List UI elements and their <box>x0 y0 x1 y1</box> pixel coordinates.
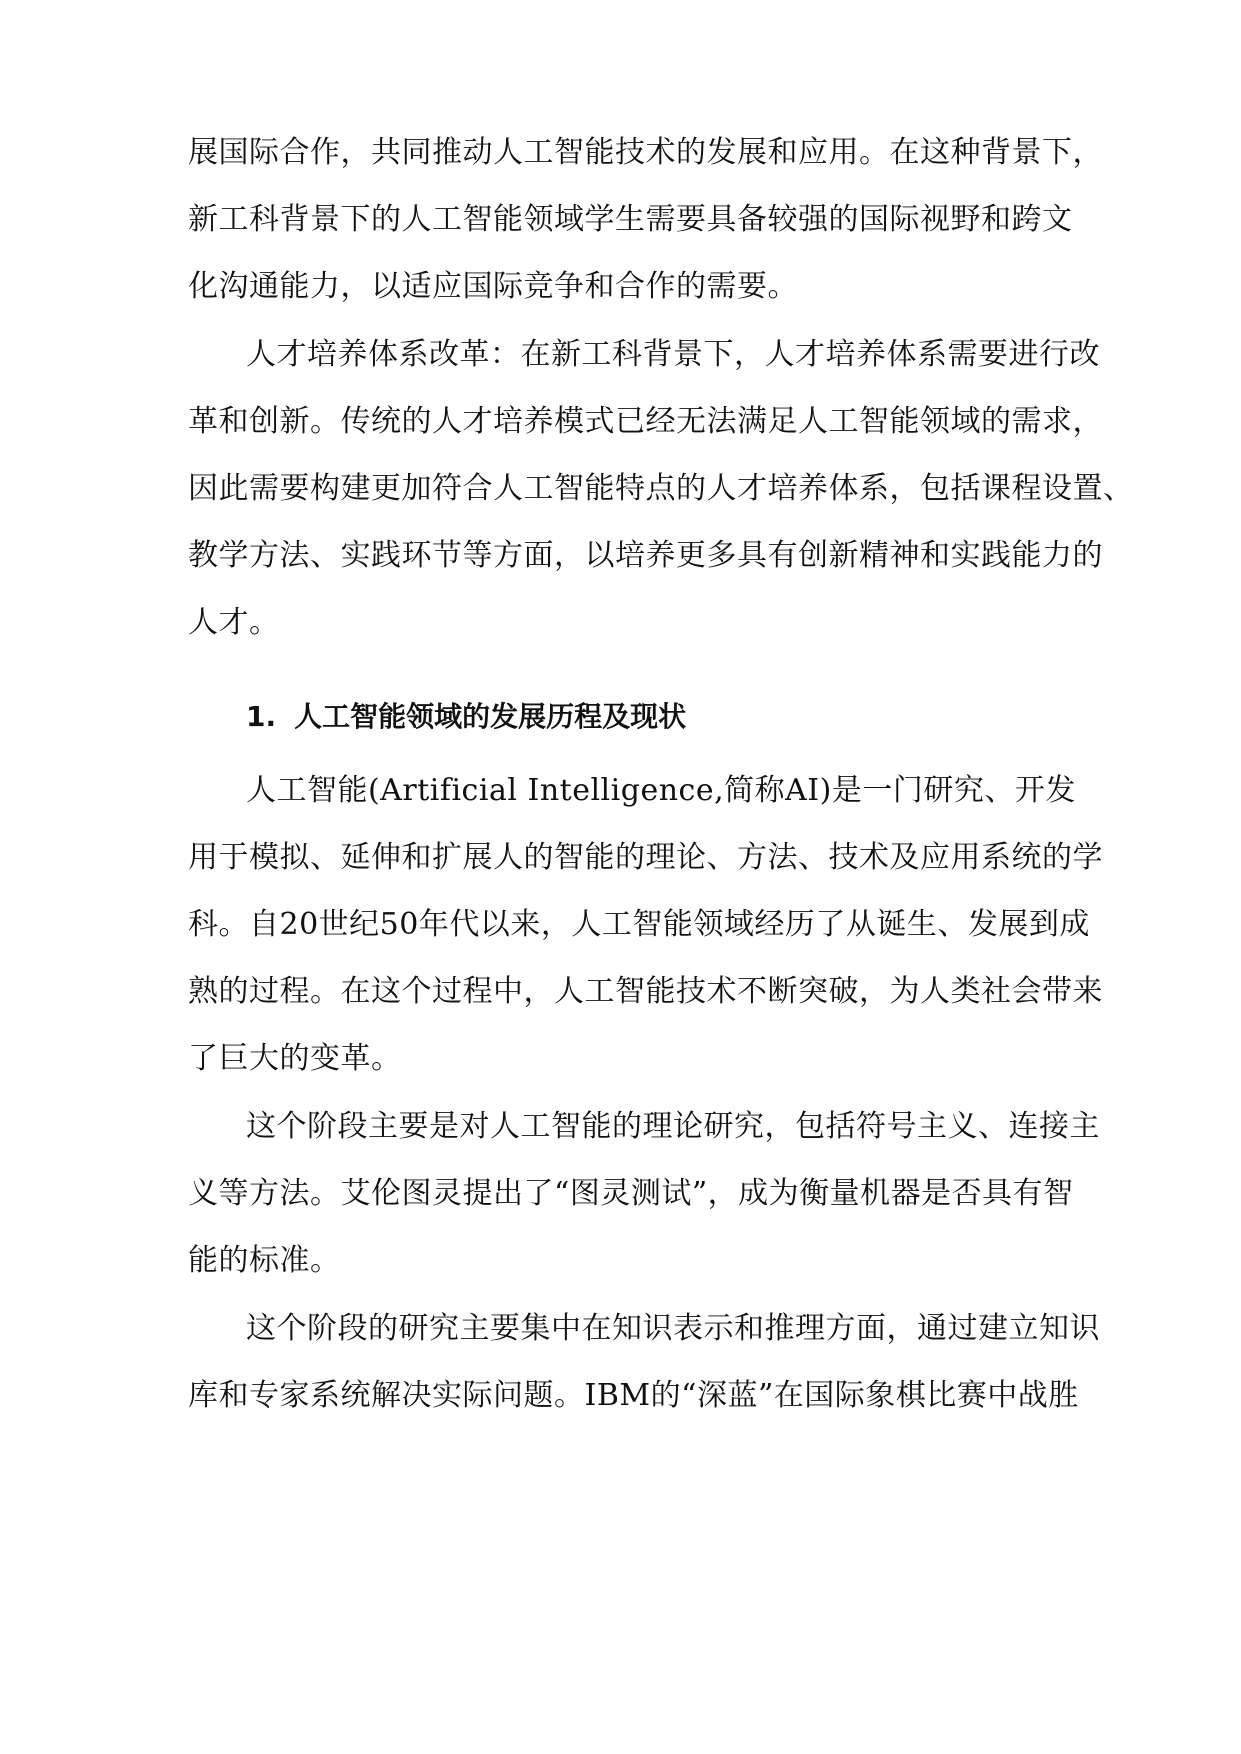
paragraph-line: 这个阶段的研究主要集中在知识表示和推理方面，通过建立知识 <box>246 1311 1100 1346</box>
paragraph-line: 化沟通能力，以适应国际竞争和合作的需要。 <box>188 269 798 304</box>
section-heading <box>246 697 686 737</box>
paragraph-line: 展国际合作，共同推动人工智能技术的发展和应用。在这种背景下， <box>188 135 1103 170</box>
paragraph-line: 义等方法。艾伦图灵提出了“图灵测试”，成为衡量机器是否具有智 <box>188 1176 1074 1211</box>
paragraph-line: 教学方法、实践环节等方面，以培养更多具有创新精神和实践能力的 <box>188 538 1103 573</box>
paragraph-line: 用于模拟、延伸和扩展人的智能的理论、方法、技术及应用系统的学 <box>188 840 1103 875</box>
paragraph-line: 库和专家系统解决实际问题。IBM的“深蓝”在国际象棋比赛中战胜 <box>188 1378 1079 1413</box>
paragraph-line: 了巨大的变革。 <box>188 1041 402 1076</box>
paragraph-line: 科。自20世纪50年代以来，人工智能领域经历了从诞生、发展到成 <box>188 907 1090 942</box>
paragraph-line: 能的标准。 <box>188 1243 341 1278</box>
paragraph-line: 人才培养体系改革：在新工科背景下，人才培养体系需要进行改 <box>246 337 1100 372</box>
section-heading-number: 1. <box>246 700 277 733</box>
paragraph-line: 人工智能(Artificial Intelligence,简称AI)是一门研究、开发 <box>246 773 1076 808</box>
paragraph-line: 革和创新。传统的人才培养模式已经无法满足人工智能领域的需求， <box>188 404 1103 439</box>
paragraph-line: 这个阶段主要是对人工智能的理论研究，包括符号主义、连接主 <box>246 1109 1100 1144</box>
paragraph-line: 因此需要构建更加符合人工智能特点的人才培养体系，包括课程设置、 <box>188 471 1134 506</box>
paragraph-line: 新工科背景下的人工智能领域学生需要具备较强的国际视野和跨文 <box>188 202 1073 237</box>
paragraph-line: 熟的过程。在这个过程中，人工智能技术不断突破，为人类社会带来 <box>188 974 1103 1009</box>
section-heading-text: 人工智能领域的发展历程及现状 <box>294 700 687 733</box>
paragraph-line: 人才。 <box>188 605 280 640</box>
